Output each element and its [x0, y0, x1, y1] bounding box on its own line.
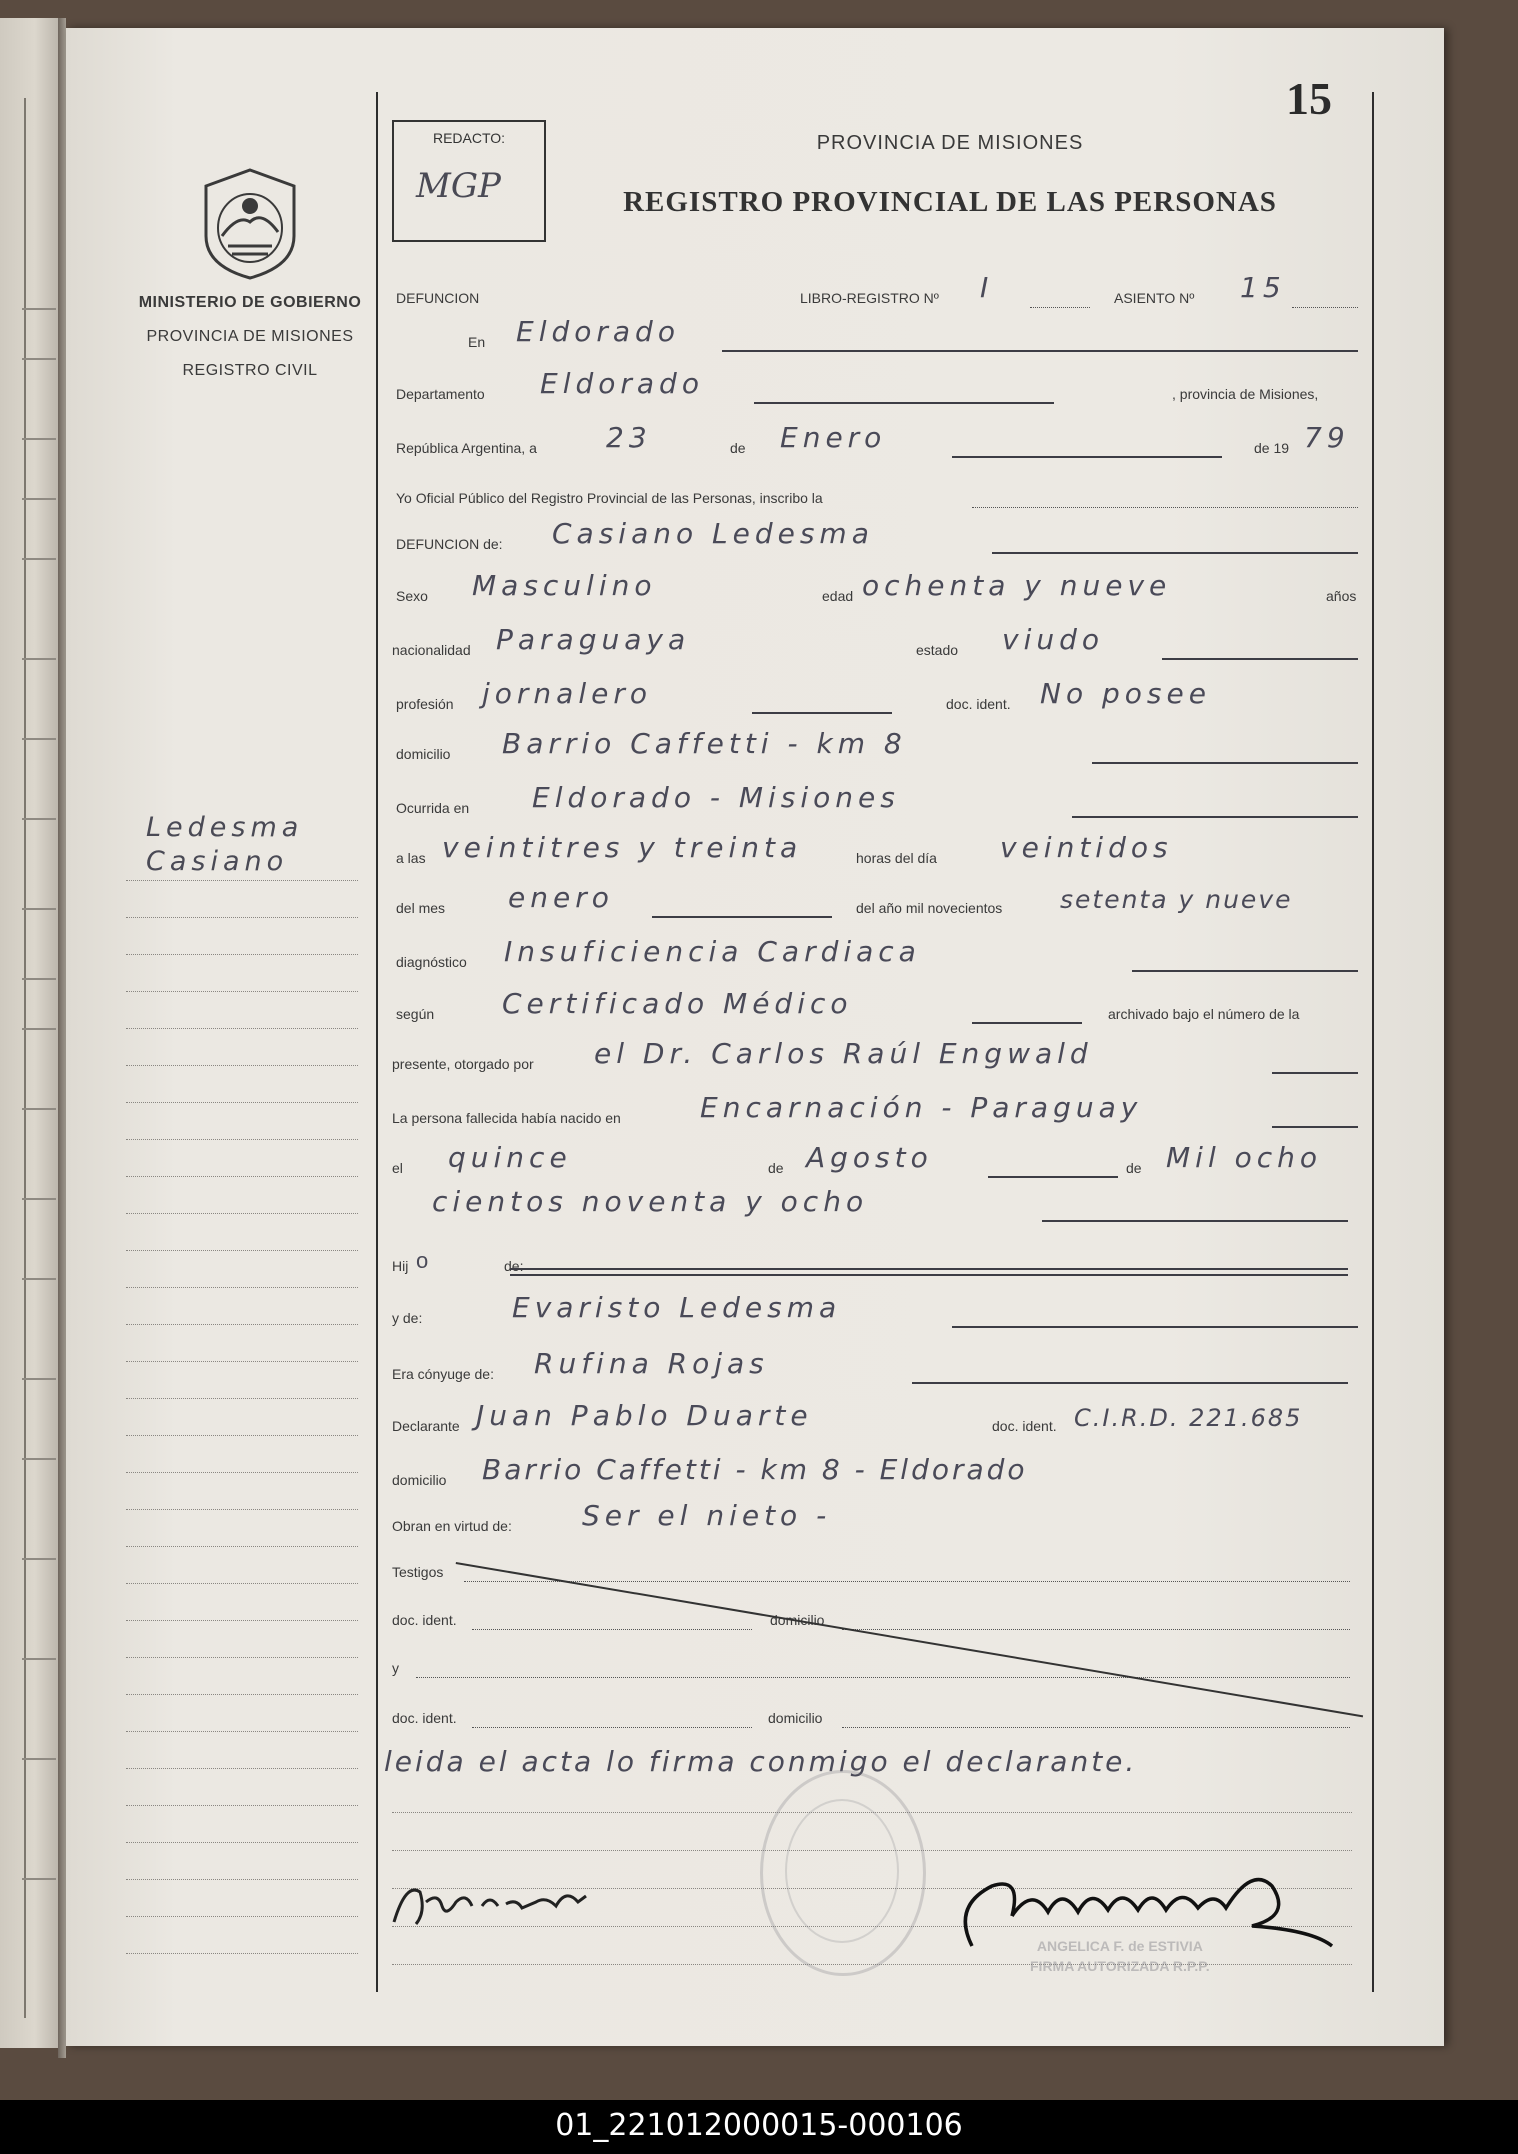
closing-text: leida el acta lo firma conmigo el declarante.: [384, 1745, 1138, 1778]
de-colon-label: de:: [504, 1258, 524, 1274]
margin-ruled-line: [126, 1583, 358, 1584]
margin-ruled-line: [126, 1768, 358, 1769]
official-stamp-name: ANGELICA F. de ESTIVIA: [1036, 1938, 1203, 1954]
margin-ruled-line: [126, 1435, 358, 1436]
margin-ruled-line: [126, 1324, 358, 1325]
ministry-province: PROVINCIA DE MISIONES: [146, 328, 354, 345]
mes-rule: [952, 456, 1222, 458]
testigo2-rule: [416, 1677, 1350, 1678]
margin-ruled-line: [126, 1213, 358, 1214]
asiento-rule: [1292, 307, 1358, 308]
en-label: En: [468, 334, 486, 350]
y-de-label: y de:: [392, 1310, 423, 1326]
form-row-testigo1-doc: [392, 1592, 1362, 1632]
left-page-ledger-rule: [22, 658, 56, 660]
doc-ident-label: doc. ident.: [946, 696, 1011, 712]
nacido-label: La persona fallecida había nacido en: [392, 1110, 621, 1126]
a-las-value: veintitres y treinta: [442, 831, 803, 864]
doc-ident3-label: doc. ident.: [392, 1612, 457, 1628]
declarant-signature: [386, 1872, 616, 1932]
left-page-ledger-rule: [22, 1028, 56, 1030]
margin-ruled-line: [126, 991, 358, 992]
sexo-label: Sexo: [396, 588, 428, 604]
doc-ident-value: No posee: [1040, 677, 1211, 710]
domicilio4-rule: [842, 1727, 1350, 1728]
en-rule: [722, 350, 1358, 352]
form-type-label: DEFUNCION: [396, 290, 480, 306]
departamento-label: Departamento: [396, 386, 485, 402]
a-las-label: a las: [396, 850, 426, 866]
domicilio2-label: domicilio: [392, 1472, 447, 1488]
form-row-en: [392, 314, 1362, 354]
margin-ruled-line: [126, 1842, 358, 1843]
province-header: PROVINCIA DE MISIONES: [816, 132, 1084, 154]
libro-rule: [1030, 307, 1090, 308]
doc-ident3-rule: [472, 1629, 752, 1630]
segun-rule: [972, 1022, 1082, 1024]
form-row-ocurrida: [392, 780, 1362, 820]
estado-value: viudo: [1002, 623, 1104, 656]
margin-ruled-line: [126, 1731, 358, 1732]
conyuge-rule: [912, 1382, 1348, 1384]
horas-label: horas del día: [856, 850, 937, 866]
margin-ruled-line: [126, 1620, 358, 1621]
margin-column: [126, 812, 358, 1995]
left-page-ledger-rule: [22, 1278, 56, 1280]
anio-nac-value: Mil ocho: [1166, 1141, 1323, 1174]
redacto-box: [392, 120, 546, 242]
form-row-departamento: [392, 366, 1362, 406]
left-page-ledger-rule: [22, 1658, 56, 1660]
nacido-rule: [1272, 1126, 1358, 1128]
left-page-ledger-rule: [22, 1558, 56, 1560]
obran-value: Ser el nieto -: [582, 1499, 832, 1532]
ocurrida-value: Eldorado - Misiones: [532, 781, 900, 814]
registry-header: REGISTRO PROVINCIAL DE LAS PERSONAS: [623, 186, 1277, 218]
left-page-ledger-rule: [22, 1878, 56, 1880]
ministry-registry: REGISTRO CIVIL: [182, 362, 318, 379]
anio-value: 79: [1304, 421, 1350, 454]
mes-nac-value: Agosto: [806, 1141, 933, 1174]
profesion-label: profesión: [396, 696, 454, 712]
redacto-initials: MGP: [416, 166, 501, 206]
margin-ruled-line: [126, 1250, 358, 1251]
y-label: y: [392, 1660, 399, 1676]
filename-label: 01_221012000015-000106: [555, 2108, 963, 2143]
form-frame-right: [1372, 92, 1374, 1992]
ocurrida-rule: [1072, 816, 1358, 818]
testigos-label: Testigos: [392, 1564, 444, 1580]
margin-ruled-line: [126, 1953, 358, 1954]
el-value: quince: [448, 1141, 572, 1174]
form-row-hijo: [392, 1238, 1362, 1278]
left-page-ledger-rule: [22, 438, 56, 440]
form-row-testigo2: [392, 1640, 1362, 1680]
left-page-rule: [24, 98, 26, 2018]
margin-ruled-line: [126, 1472, 358, 1473]
margin-ruled-line: [126, 1805, 358, 1806]
el-label: el: [392, 1160, 403, 1176]
left-page-ledger-rule: [22, 1378, 56, 1380]
form-row-conyuge: [392, 1346, 1362, 1386]
domicilio2-value: Barrio Caffetti - km 8 - Eldorado: [482, 1453, 1028, 1486]
provincia-suffix: , provincia de Misiones,: [1172, 386, 1319, 402]
en-value: Eldorado: [516, 315, 680, 348]
diagnostico-label: diagnóstico: [396, 954, 467, 970]
anio-nac-cont-rule: [1042, 1220, 1348, 1222]
del-anio-label: del año mil novecientos: [856, 900, 1003, 916]
form-row-nacimiento-cont: [392, 1184, 1362, 1224]
form-row-nacionalidad: [392, 622, 1362, 662]
form-row-fecha: [392, 420, 1362, 460]
doc-ident2-value: C.I.R.D. 221.685: [1074, 1404, 1303, 1432]
dia-value: 23: [606, 421, 652, 454]
defuncion-de-label: DEFUNCION de:: [396, 536, 503, 552]
form-row-y-de: [392, 1290, 1362, 1330]
testigos-rule: [464, 1581, 1350, 1582]
presente-rule: [1272, 1072, 1358, 1074]
diagnostico-rule: [1132, 970, 1358, 972]
form-row-testigo2-doc: [392, 1690, 1362, 1730]
doc-ident4-label: doc. ident.: [392, 1710, 457, 1726]
mes-value: Enero: [780, 421, 887, 454]
form-row-domicilio2: [392, 1452, 1362, 1492]
margin-ruled-line: [126, 917, 358, 918]
margin-ruled-line: [126, 1287, 358, 1288]
del-anio-value: setenta y nueve: [1060, 885, 1293, 914]
margin-ruled-line: [126, 1139, 358, 1140]
margin-ruled-line: [126, 1657, 358, 1658]
official-stamp-text: [1030, 1936, 1210, 1976]
official-seal-inner: [785, 1799, 899, 1943]
estado-rule: [1162, 658, 1358, 660]
domicilio4-label: domicilio: [768, 1710, 823, 1726]
margin-ruled-line: [126, 1546, 358, 1547]
anio-nac-cont: cientos noventa y ocho: [432, 1185, 869, 1218]
hijo-rule-b: [510, 1268, 1348, 1270]
left-page-ledger-rule: [22, 1758, 56, 1760]
form-row-obran: [392, 1498, 1362, 1538]
form-row-defuncion-de: [392, 516, 1362, 556]
form-row-closing: [384, 1744, 1362, 1784]
left-page-ledger-rule: [22, 1108, 56, 1110]
archivado-label: archivado bajo el número de la: [1108, 1006, 1300, 1022]
sexo-value: Masculino: [472, 569, 657, 602]
nacido-value: Encarnación - Paraguay: [700, 1091, 1143, 1124]
declarante-value: Juan Pablo Duarte: [476, 1399, 813, 1432]
declarante-label: Declarante: [392, 1418, 460, 1434]
provincial-seal-icon: [198, 166, 302, 282]
departamento-value: Eldorado: [540, 367, 704, 400]
asiento-label: ASIENTO Nº: [1114, 290, 1195, 306]
form-row-diagnostico: [392, 934, 1362, 974]
margin-ruled-line: [126, 1065, 358, 1066]
yo-oficial-text: Yo Oficial Público del Registro Provincial de las Personas, inscribo la: [396, 490, 823, 506]
margin-ruled-line: [126, 1398, 358, 1399]
domicilio-rule: [1092, 762, 1358, 764]
margin-ruled-line: [126, 954, 358, 955]
ocurrida-label: Ocurrida en: [396, 800, 470, 816]
diagnostico-value: Insuficiencia Cardiaca: [504, 935, 921, 968]
left-page-ledger-rule: [22, 908, 56, 910]
de-label-3: de: [1126, 1160, 1142, 1176]
domicilio3-rule: [842, 1629, 1350, 1630]
de-label-2: de: [768, 1160, 784, 1176]
ministry-name: MINISTERIO DE GOBIERNO: [138, 294, 362, 311]
obran-label: Obran en virtud de:: [392, 1518, 512, 1534]
form-row-libro: [392, 270, 1362, 310]
defuncion-de-rule: [992, 552, 1358, 554]
doc-ident2-label: doc. ident.: [992, 1418, 1057, 1434]
left-page-ledger-rule: [22, 308, 56, 310]
conyuge-label: Era cónyuge de:: [392, 1366, 494, 1382]
yo-oficial-rule: [972, 507, 1358, 508]
de-label: de: [730, 440, 746, 456]
form-row-sexo: [392, 568, 1362, 608]
nacionalidad-value: Paraguaya: [496, 623, 691, 656]
margin-ruled-line: [126, 1028, 358, 1029]
nacionalidad-label: nacionalidad: [392, 642, 471, 658]
libro-value: I: [980, 271, 994, 304]
form-frame-left: [376, 92, 378, 1992]
form-row-mes: [392, 880, 1362, 920]
margin-ruled-line: [126, 1694, 358, 1695]
margin-ruled-line: [126, 1102, 358, 1103]
margin-ruled-line: [126, 1361, 358, 1362]
presente-value: el Dr. Carlos Raúl Engwald: [594, 1037, 1093, 1070]
form-row-nacido: [392, 1090, 1362, 1130]
departamento-rule: [754, 402, 1054, 404]
y-de-rule: [952, 1326, 1358, 1328]
form-row-yo-oficial: [392, 470, 1362, 510]
form-row-testigos: [392, 1544, 1362, 1584]
segun-value: Certificado Médico: [502, 987, 853, 1020]
del-mes-label: del mes: [396, 900, 446, 916]
left-page-edge: [0, 18, 58, 2048]
margin-ruled-line: [126, 1879, 358, 1880]
official-stamp-title: FIRMA AUTORIZADA R.P.P.: [1030, 1958, 1210, 1974]
left-page-ledger-rule: [22, 498, 56, 500]
doc-ident4-rule: [472, 1727, 752, 1728]
form-row-profesion: [392, 676, 1362, 716]
asiento-value: 15: [1240, 271, 1286, 304]
edad-value: ochenta y nueve: [862, 569, 1172, 602]
left-page-ledger-rule: [22, 358, 56, 360]
defuncion-de-value: Casiano Ledesma: [552, 517, 874, 550]
margin-ruled-line: [126, 1176, 358, 1177]
form-row-segun: [392, 986, 1362, 1026]
book-gutter: [58, 18, 66, 2058]
libro-label: LIBRO-REGISTRO Nº: [800, 290, 939, 306]
conyuge-value: Rufina Rojas: [534, 1347, 769, 1380]
profesion-rule: [752, 712, 892, 714]
margin-ruled-line: [126, 880, 358, 881]
margin-given-name: Casiano: [146, 846, 289, 877]
del-mes-rule: [652, 916, 832, 918]
form-row-declarante: [392, 1398, 1362, 1438]
left-page-ledger-rule: [22, 1198, 56, 1200]
form-row-domicilio: [392, 726, 1362, 766]
left-page-ledger-rule: [22, 978, 56, 980]
margin-ruled-line: [126, 1916, 358, 1917]
anios-label: años: [1326, 588, 1357, 604]
segun-label: según: [396, 1006, 435, 1022]
profesion-value: jornalero: [482, 677, 652, 710]
hijo-suffix: o: [416, 1248, 429, 1273]
y-de-value: Evaristo Ledesma: [512, 1291, 842, 1324]
left-page-ledger-rule: [22, 738, 56, 740]
del-mes-value: enero: [508, 881, 614, 914]
edad-label: edad: [822, 588, 854, 604]
official-seal-stamp: [760, 1770, 926, 1976]
anio-label: de 19: [1254, 440, 1290, 456]
domicilio-label: domicilio: [396, 746, 451, 762]
presente-label: presente, otorgado por: [392, 1056, 534, 1072]
hijo-label: Hij: [392, 1258, 409, 1274]
domicilio-value: Barrio Caffetti - km 8: [502, 727, 907, 760]
domicilio3-label: domicilio: [770, 1612, 825, 1628]
mes-nac-rule: [988, 1176, 1118, 1178]
form-row-presente: [392, 1036, 1362, 1076]
margin-surname: Ledesma: [146, 812, 304, 843]
form-row-nacimiento: [392, 1140, 1362, 1180]
republica-label: República Argentina, a: [396, 440, 537, 456]
left-page-ledger-rule: [22, 818, 56, 820]
page-number: 15: [1286, 73, 1332, 124]
left-page-ledger-rule: [22, 1458, 56, 1460]
dia-texto-value: veintidos: [1000, 831, 1173, 864]
form-row-hora: [392, 830, 1362, 870]
margin-ruled-line: [126, 1509, 358, 1510]
left-page-ledger-rule: [22, 558, 56, 560]
redacto-label: REDACTO:: [432, 130, 506, 146]
hijo-rule-a: [510, 1274, 1348, 1276]
estado-label: estado: [916, 642, 959, 658]
